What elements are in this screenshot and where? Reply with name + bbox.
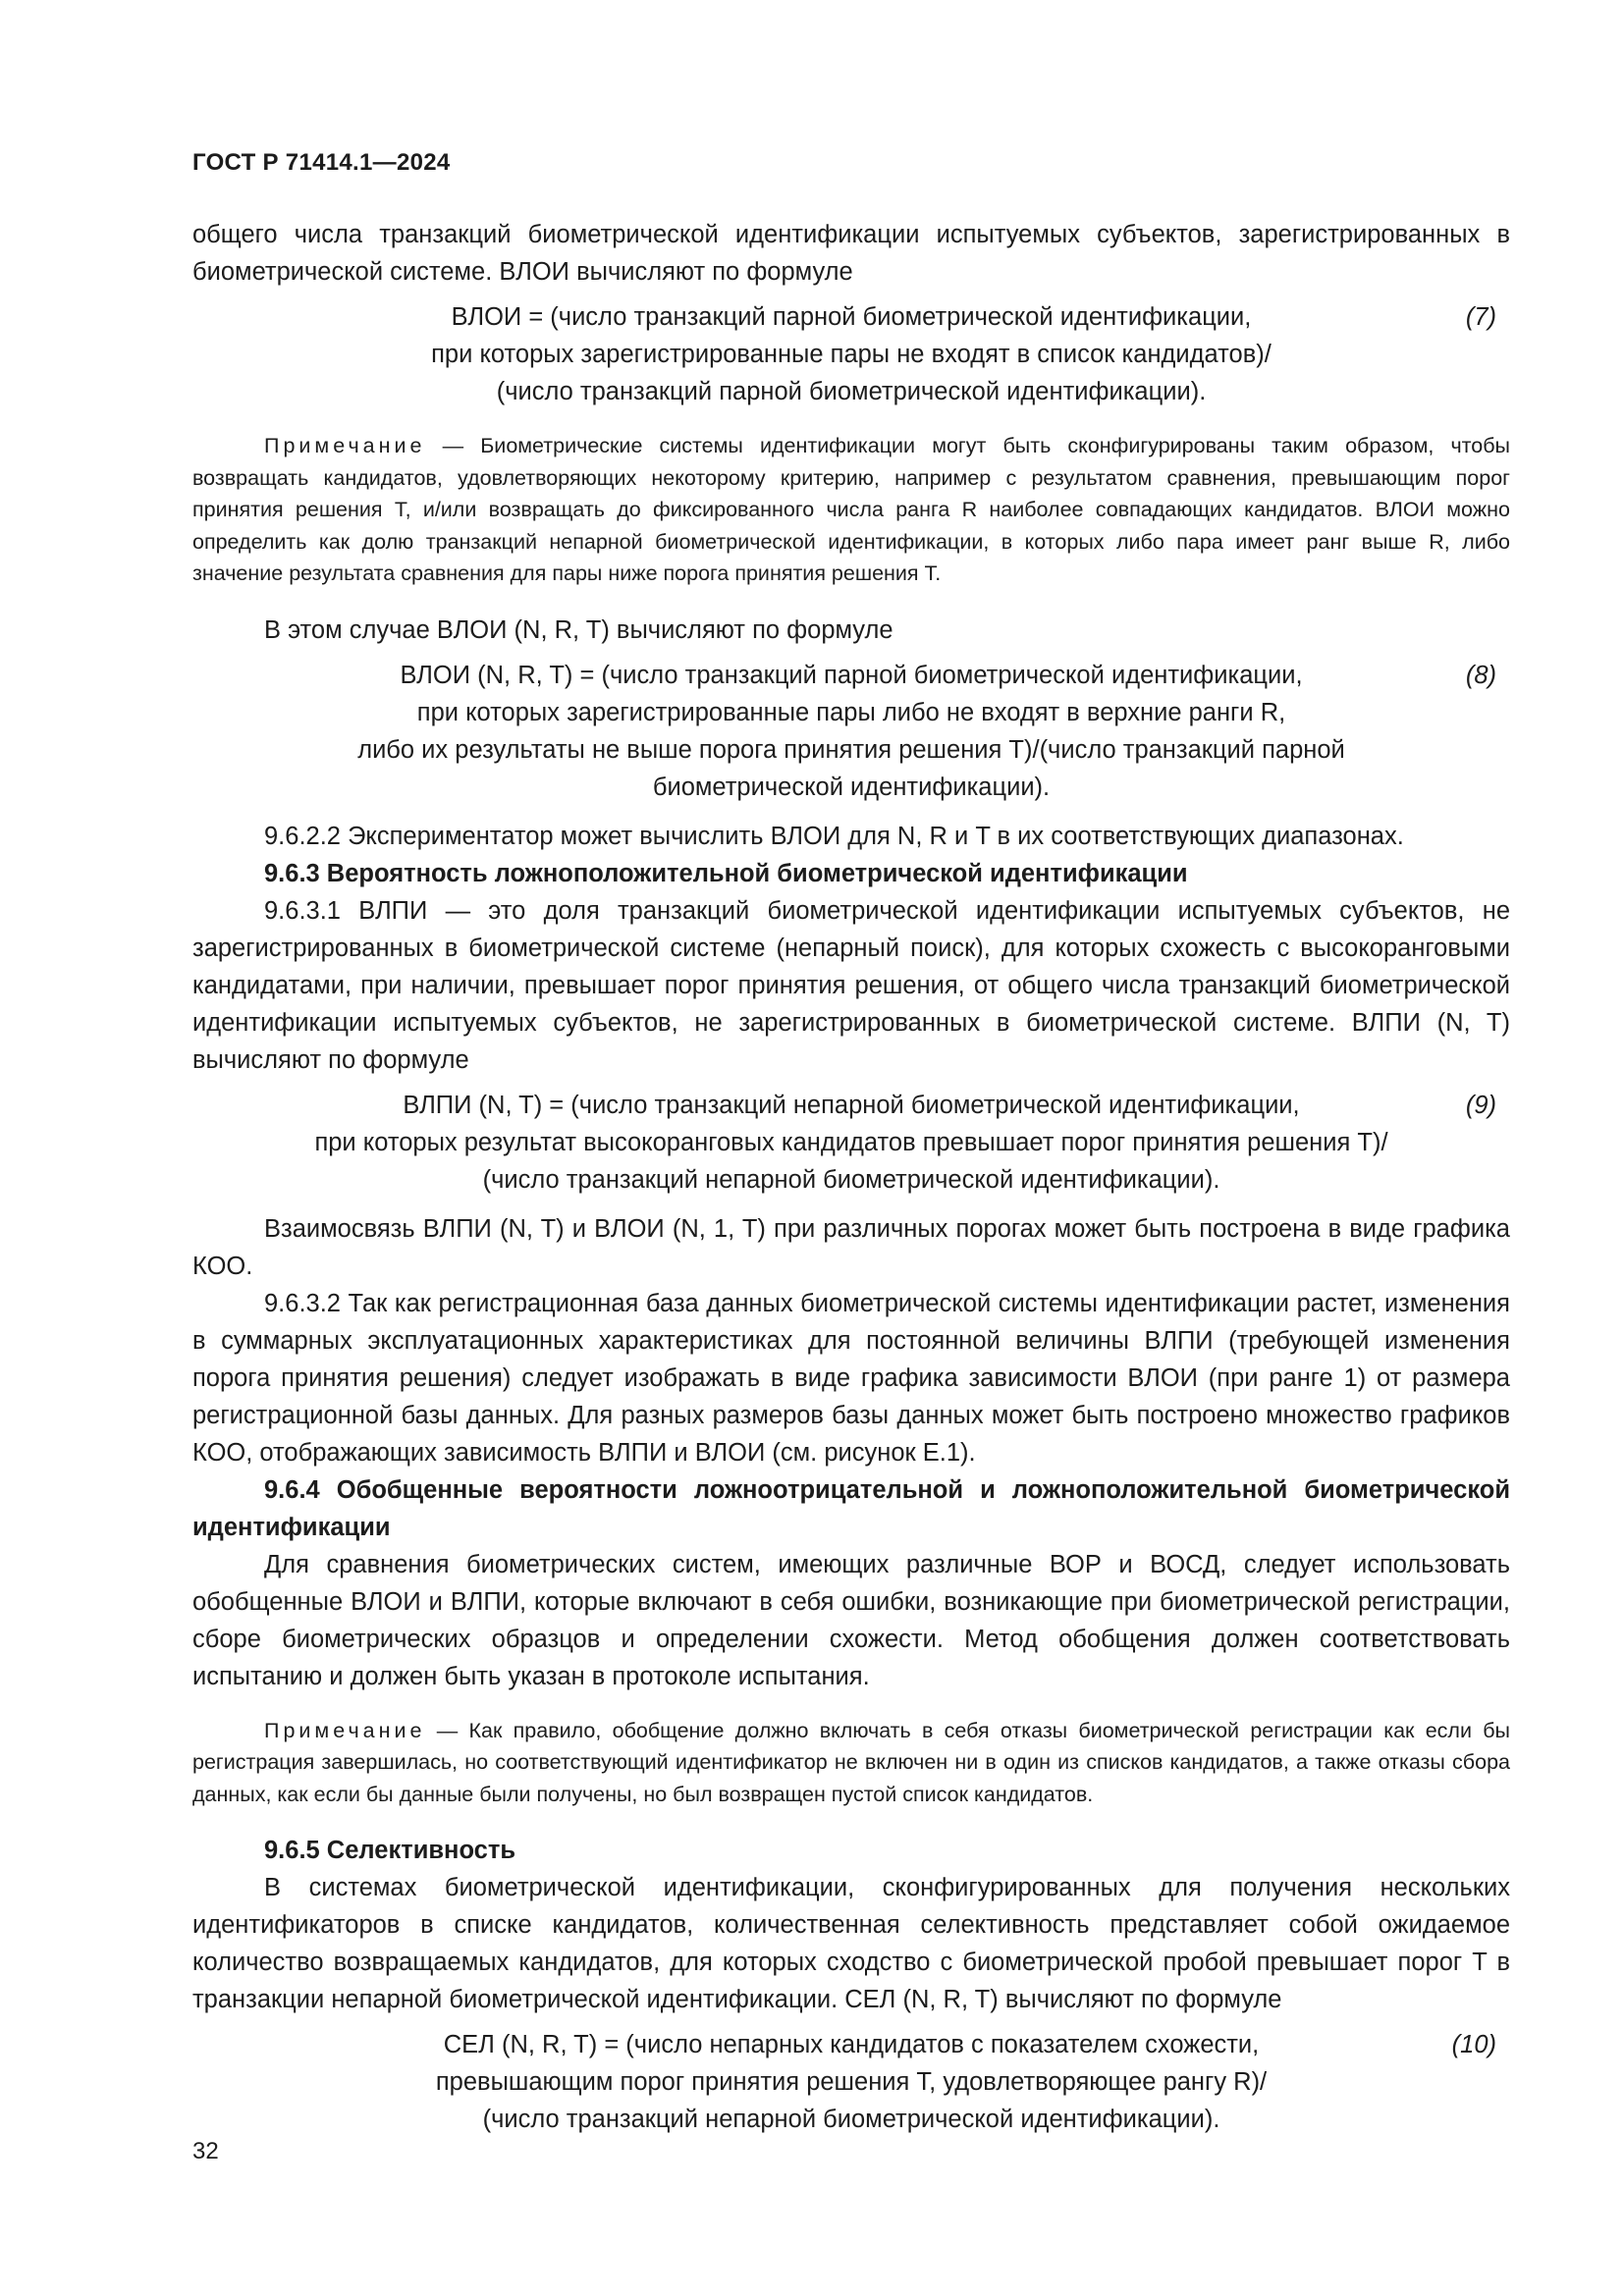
formula-number: (10): [1451, 2031, 1496, 2058]
note-1: [192, 430, 1510, 590]
paragraph-generalized: Для сравнения биометрических систем, имеющих различные ВОР и ВОСД, следует использовать обобщенные ВЛОИ и ВЛПИ, которые включают в себя ошибки, возникающие при биометрической регистрации, сборе биометрических образцов и определении схожести. Метод обобщения должен соответствовать испытанию и должен быть указан в протоколе испытания.: [192, 1550, 1510, 1690]
formula-line: при которых результат высокоранговых кандидатов превышает порог принятия решения T)/: [314, 1128, 1388, 1156]
formula-number: (8): [1465, 661, 1496, 689]
formula-number: (7): [1465, 303, 1496, 331]
section-heading-964: 9.6.4 Обобщенные вероятности ложноотрицательной и ложноположительной биометрической идентификации: [192, 1475, 1510, 1541]
page-body: [192, 216, 1510, 2150]
formula-line: (число транзакций непарной биометрической идентификации).: [482, 2106, 1220, 2133]
formula-line: (число транзакций парной биометрической идентификации).: [496, 378, 1207, 405]
formula-number: (9): [1465, 1091, 1496, 1119]
formula-line: либо их результаты не выше порога принятия решения T)/(число транзакций парной: [357, 735, 1345, 764]
formula-line: ВЛОИ = (число транзакций парной биометрической идентификации,: [451, 303, 1252, 331]
paragraph-selectivity: В системах биометрической идентификации, сконфигурированных для получения нескольких идентификаторов в списке кандидатов, количественная селективность представляет собой ожидаемое количество возвращаемых кандидатов, для которых сходство с биометрической пробой превышает порог T в транзакции непарной биометрической идентификации. СЕЛ (N, R, T) вычисляют по формуле: [192, 1874, 1510, 2013]
note-text: — Биометрические системы идентификации могут быть сконфигурированы таким образом, чтобы возвращать кандидатов, удовлетворяющих некоторому критерию, например с результатом сравнения, превышающим порог принятия решения T, и/или возвращать до фиксированного числа ранга R наиболее совпадающих кандидатов. ВЛОИ можно определить как долю транзакций непарной биометрической идентификации, в которых либо пара имеет ранг выше R, либо значение результата сравнения для пары ниже порога принятия решения T.: [192, 434, 1510, 585]
formula-7: [192, 298, 1510, 410]
paragraph-9632: 9.6.3.2 Так как регистрационная база данных биометрической системы идентификации растет, изменения в суммарных эксплуатационных характеристиках для постоянной величины ВЛПИ (требующей изменения порога принятия решения) следует изображать в виде графика зависимости ВЛОИ (при ранге 1) от размера регистрационной базы данных. Для разных размеров базы данных может быть построено множество графиков КОО, отображающих зависимость ВЛПИ и ВЛОИ (см. рисунок Е.1).: [192, 1289, 1510, 1467]
paragraph-formula-8-intro: В этом случае ВЛОИ (N, R, T) вычисляют по формуле: [264, 615, 893, 644]
note-label: Примечание: [264, 1718, 426, 1742]
paragraph-9631: 9.6.3.1 ВЛПИ — это доля транзакций биометрической идентификации испытуемых субъектов, не зарегистрированных в биометрической системе (непарный поиск), для которых схожесть с высокоранговыми кандидатами, при наличии, превышает порог принятия решения, от общего числа транзакций биометрической идентификации испытуемых субъектов, не зарегистрированных в биометрической системе. ВЛПИ (N, T) вычисляют по формуле: [192, 896, 1510, 1074]
formula-line: ВЛОИ (N, R, T) = (число транзакций парной биометрической идентификации,: [400, 661, 1303, 689]
paragraph-relation: Взаимосвязь ВЛПИ (N, T) и ВЛОИ (N, 1, T) при различных порогах может быть построена в виде графика КОО.: [192, 1214, 1510, 1280]
formula-line: (число транзакций непарной биометрической идентификации).: [482, 1165, 1220, 1194]
note-text: — Как правило, обобщение должно включать в себя отказы биометрической регистрации как если бы регистрация завершилась, но соответствующий идентификатор не включен ни в один из списков кандидатов, а также отказы сбора данных, как если бы данные были получены, но был возвращен пустой список кандидатов.: [192, 1718, 1510, 1806]
paragraph-intro: общего числа транзакций биометрической идентификации испытуемых субъектов, зарегистрированных в биометрической системе. ВЛОИ вычисляют по формуле: [192, 221, 1510, 286]
formula-line: превышающим порог принятия решения T, удовлетворяющее рангу R)/: [435, 2068, 1268, 2096]
section-heading-963: 9.6.3 Вероятность ложноположительной биометрической идентификации: [264, 859, 1188, 887]
note-2: [192, 1715, 1510, 1811]
formula-line: ВЛПИ (N, T) = (число транзакций непарной биометрической идентификации,: [403, 1091, 1300, 1119]
formula-9: [192, 1087, 1510, 1199]
document-header: ГОСТ Р 71414.1—2024: [192, 149, 451, 176]
formula-line: биометрической идентификации).: [652, 773, 1051, 801]
formula-line: СЕЛ (N, R, T) = (число непарных кандидатов с показателем схожести,: [443, 2031, 1260, 2058]
formula-8: [192, 657, 1510, 806]
page-number: 32: [192, 2138, 219, 2164]
section-heading-965: 9.6.5 Селективность: [264, 1837, 516, 1864]
formula-line: при которых зарегистрированные пары не входят в список кандидатов)/: [431, 341, 1272, 368]
paragraph-9622: 9.6.2.2 Экспериментатор может вычислить ВЛОИ для N, R и T в их соответствующих диапазонах.: [264, 822, 1404, 850]
formula-line: при которых зарегистрированные пары либо не входят в верхние ранги R,: [416, 698, 1286, 726]
formula-10: [192, 2026, 1510, 2138]
note-label: Примечание: [264, 434, 426, 457]
